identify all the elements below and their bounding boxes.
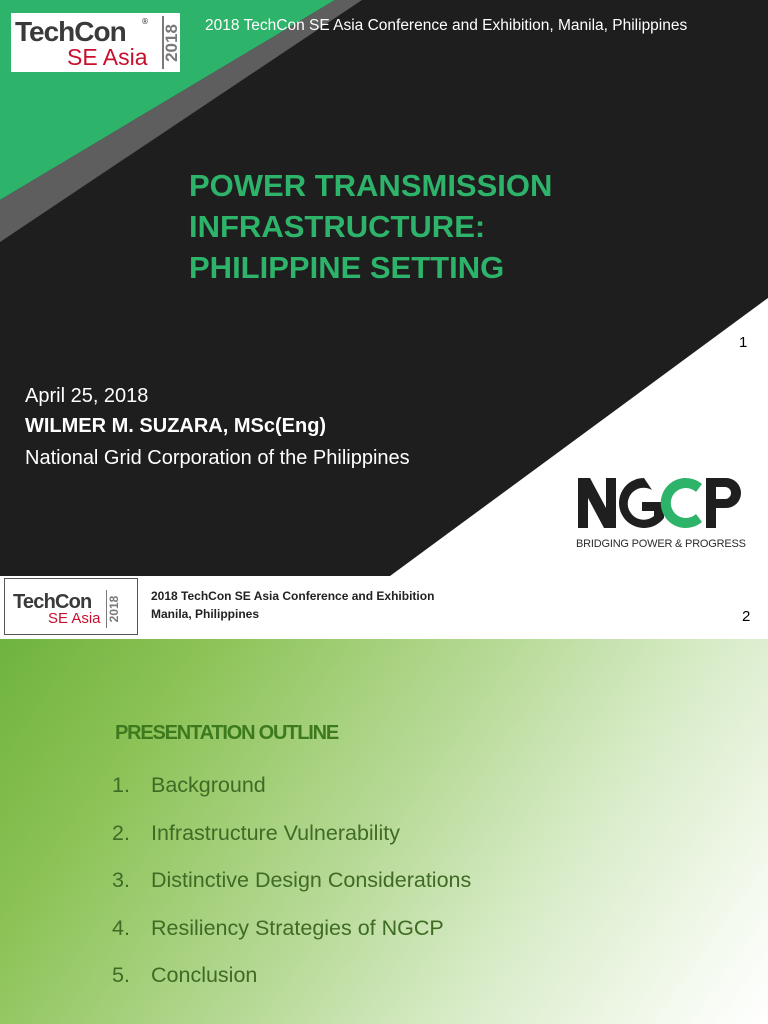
logo-brand: TechCon — [13, 591, 92, 613]
outline-list — [112, 773, 471, 1011]
ngcp-tagline: BRIDGING POWER & PROGRESS — [576, 538, 746, 550]
presenter-organization: National Grid Corporation of the Philippines — [25, 447, 410, 469]
presentation-date: April 25, 2018 — [25, 385, 149, 407]
conference-name: 2018 TechCon SE Asia Conference and Exhibition — [151, 589, 435, 603]
ngcp-logo — [576, 474, 751, 554]
item-number: 5. — [112, 963, 130, 987]
logo-year: 2018 — [106, 595, 121, 623]
title-line: PHILIPPINE SETTING — [189, 250, 505, 285]
slide-header — [0, 576, 768, 639]
outline-slide — [0, 576, 768, 1024]
item-label: Background — [151, 773, 266, 797]
logo-region: SE Asia — [67, 44, 148, 70]
item-number: 2. — [112, 820, 130, 845]
list-item — [112, 868, 471, 916]
ngcp-wordmark — [576, 474, 746, 532]
conference-location: Manila, Philippines — [151, 607, 260, 621]
outline-body — [0, 639, 768, 1024]
item-number: 4. — [112, 915, 130, 940]
slide-number: 2 — [742, 608, 751, 625]
title-line: POWER TRANSMISSION — [189, 168, 553, 203]
item-label: Resiliency Strategies of NGCP — [151, 915, 444, 940]
logo-region: SE Asia — [48, 610, 101, 627]
presenter-name: WILMER M. SUZARA, MSc(Eng) — [25, 415, 327, 437]
techcon-logo — [11, 13, 180, 72]
techcon-logo — [4, 578, 138, 635]
logo-year-box — [106, 590, 120, 628]
title-line: INFRASTRUCTURE: — [189, 209, 486, 244]
logo-year-box — [162, 16, 180, 69]
item-label: Distinctive Design Considerations — [151, 868, 472, 892]
list-item — [112, 916, 471, 964]
list-item — [112, 821, 471, 869]
item-number: 3. — [112, 868, 130, 892]
logo-brand: TechCon — [15, 16, 126, 47]
outline-heading: PRESENTATION OUTLINE — [115, 722, 339, 744]
item-number: 1. — [112, 773, 130, 797]
logo-year: 2018 — [162, 23, 181, 62]
slide-number: 1 — [739, 334, 748, 351]
item-label: Infrastructure Vulnerability — [151, 820, 400, 845]
logo-registered-mark: ® — [141, 17, 149, 26]
list-item — [112, 773, 471, 821]
presentation-title — [189, 165, 552, 288]
conference-header: 2018 TechCon SE Asia Conference and Exhibition, Manila, Philippines — [205, 17, 688, 34]
list-item — [112, 963, 471, 1011]
item-label: Conclusion — [151, 963, 258, 987]
